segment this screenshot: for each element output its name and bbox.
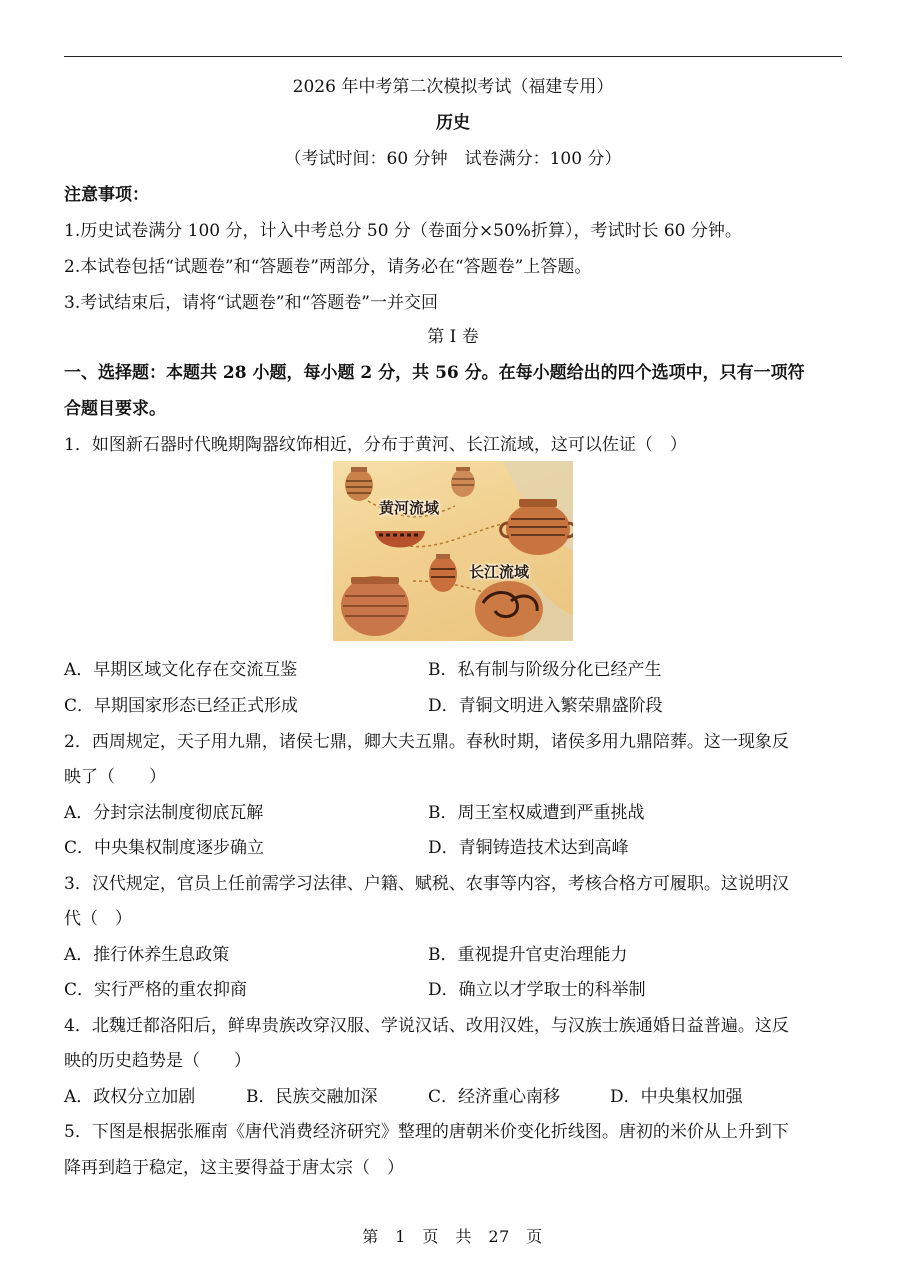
option-a: A．分封宗法制度彻底瓦解 xyxy=(64,803,264,823)
option-c: C．中央集权制度逐步确立 xyxy=(64,838,265,858)
question-stem: 5．下图是根据张雁南《唐代消费经济研究》整理的唐朝米价变化折线图。唐初的米价从上升到下 xyxy=(64,1122,789,1142)
question-stem: 降再到趋于稳定，这主要得益于唐太宗（ ） xyxy=(64,1158,404,1178)
option-d: D．青铜铸造技术达到高峰 xyxy=(428,838,629,858)
page-footer: 第 1 页 共 27 页 xyxy=(362,1227,543,1246)
section-heading: 一、选择题：本题共 28 小题，每小题 2 分，共 56 分。在每小题给出的四个选项中，只有一项符 xyxy=(64,363,805,383)
volume-title: 第 I 卷 xyxy=(427,327,479,347)
option-b: B．民族交融加深 xyxy=(246,1087,378,1107)
question-stem: 2．西周规定，天子用九鼎，诸侯七鼎，卿大夫五鼎。春秋时期，诸侯多用九鼎陪葬。这一现象反 xyxy=(64,732,789,752)
option-a: A．推行休养生息政策 xyxy=(64,945,230,965)
exam-title: 2026 年中考第二次模拟考试（福建专用） xyxy=(292,77,614,97)
pottery-map-figure xyxy=(333,461,573,641)
region-label-yangtze: 长江流域 xyxy=(469,563,530,581)
option-d: D．青铜文明进入繁荣鼎盛阶段 xyxy=(428,696,663,716)
notice-heading: 注意事项： xyxy=(64,185,149,205)
option-b: B．重视提升官吏治理能力 xyxy=(428,945,628,965)
subject-title: 历史 xyxy=(436,113,470,133)
notice-item: 2.本试卷包括“试题卷”和“答题卷”两部分，请务必在“答题卷”上答题。 xyxy=(64,257,592,277)
notice-item: 1.历史试卷满分 100 分，计入中考总分 50 分（卷面分×50%折算），考试时长 60 分钟。 xyxy=(64,221,742,241)
option-b: B．私有制与阶级分化已经产生 xyxy=(428,660,662,680)
question-stem: 代（ ） xyxy=(64,909,132,929)
option-c: C．经济重心南移 xyxy=(428,1087,561,1107)
notice-item: 3.考试结束后，请将“试题卷”和“答题卷”一并交回 xyxy=(64,293,438,313)
option-b: B．周王室权威遭到严重挑战 xyxy=(428,803,645,823)
pottery-illustration xyxy=(333,461,573,641)
section-heading: 合题目要求。 xyxy=(64,399,166,419)
option-a: A．早期区域文化存在交流互鉴 xyxy=(64,660,298,680)
question-stem: 3．汉代规定，官员上任前需学习法律、户籍、赋税、农事等内容，考核合格方可履职。这说明汉 xyxy=(64,874,789,894)
option-c: C．早期国家形态已经正式形成 xyxy=(64,696,299,716)
option-c: C．实行严格的重农抑商 xyxy=(64,980,248,1000)
question-stem: 映了（ ） xyxy=(64,767,166,787)
question-stem: 4．北魏迁都洛阳后，鲜卑贵族改穿汉服、学说汉话、改用汉姓，与汉族士族通婚日益普遍。这反 xyxy=(64,1016,789,1036)
option-d: D．确立以才学取士的科举制 xyxy=(428,980,646,1000)
header-rule xyxy=(64,56,842,57)
question-stem: 映的历史趋势是（ ） xyxy=(64,1051,251,1071)
option-a: A．政权分立加剧 xyxy=(64,1087,196,1107)
question-stem: 1．如图新石器时代晚期陶器纹饰相近，分布于黄河、长江流域，这可以佐证（ ） xyxy=(64,435,687,455)
option-d: D．中央集权加强 xyxy=(610,1087,743,1107)
region-label-yellow-river: 黄河流域 xyxy=(379,499,440,517)
exam-info: （考试时间：60 分钟 试卷满分：100 分） xyxy=(284,149,622,169)
